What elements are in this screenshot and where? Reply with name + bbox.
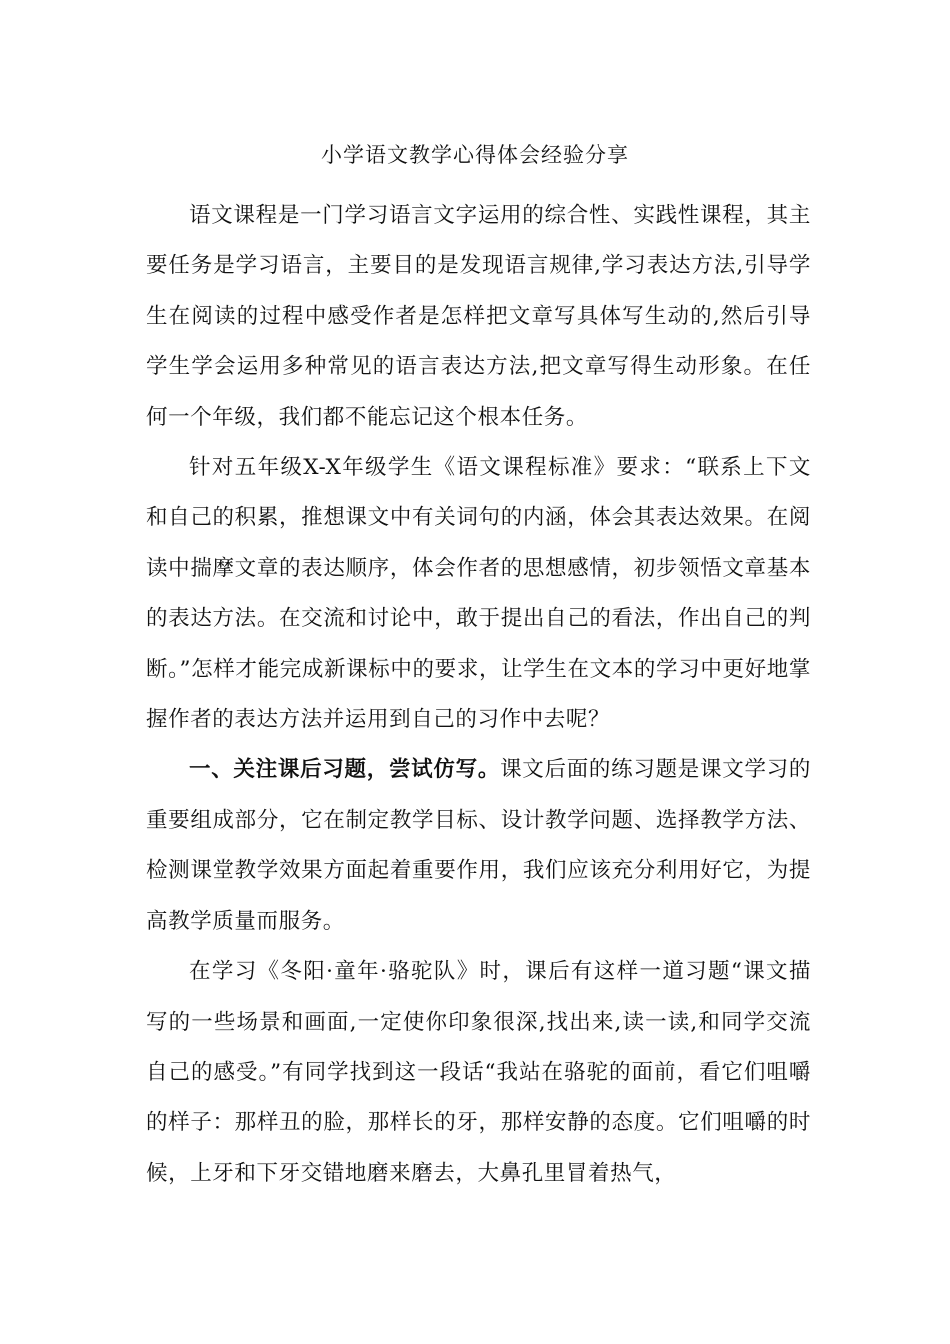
paragraph-2 [146, 443, 811, 745]
document-body [146, 191, 811, 1199]
paragraph-1 [146, 191, 811, 443]
paragraph-3-text: 课文后面的练习题是课文学习的重要组成部分，它在制定教学目标、设计教学问题、选择教学方法、检测课堂教学效果方面起着重要作用，我们应该充分利用好它，为提高教学质量而服务。 [146, 757, 811, 934]
section-heading: 一、关注课后习题，尝试仿写。 [189, 757, 501, 783]
paragraph-4-text: 在学习《冬阳·童年·骆驼队》时，课后有这样一道习题“课文描写的一些场景和画面,一定使你印象很深,找出来,读一读,和同学交流自己的感受。”有同学找到这一段话“我站在骆驼的面前，看它们咀嚼的样子：那样丑的脸，那样长的牙，那样安静的态度。它们咀嚼的时候，上牙和下牙交错地磨来磨去，大鼻孔里冒着热气， [146, 959, 811, 1186]
document-title: 小学语文教学心得体会经验分享 [321, 143, 629, 167]
paragraph-2-text: 针对五年级X-X年级学生《语文课程标准》要求：“联系上下文和自己的积累，推想课文中有关词句的内涵，体会其表达效果。在阅读中揣摩文章的表达顺序，体会作者的思想感情，初步领悟文章基本的表达方法。在交流和讨论中，敢于提出自己的看法，作出自己的判断。”怎样才能完成新课标中的要求，让学生在文本的学习中更好地掌握作者的表达方法并运用到自己的习作中去呢？ [146, 455, 811, 733]
paragraph-1-text: 语文课程是一门学习语言文字运用的综合性、实践性课程，其主要任务是学习语言，主要目的是发现语言规律,学习表达方法,引导学生在阅读的过程中感受作者是怎样把文章写具体写生动的,然后引导学生学会运用多种常见的语言表达方法,把文章写得生动形象。在任何一个年级，我们都不能忘记这个根本任务。 [146, 203, 811, 430]
paragraph-3 [146, 745, 811, 947]
paragraph-4 [146, 947, 811, 1199]
